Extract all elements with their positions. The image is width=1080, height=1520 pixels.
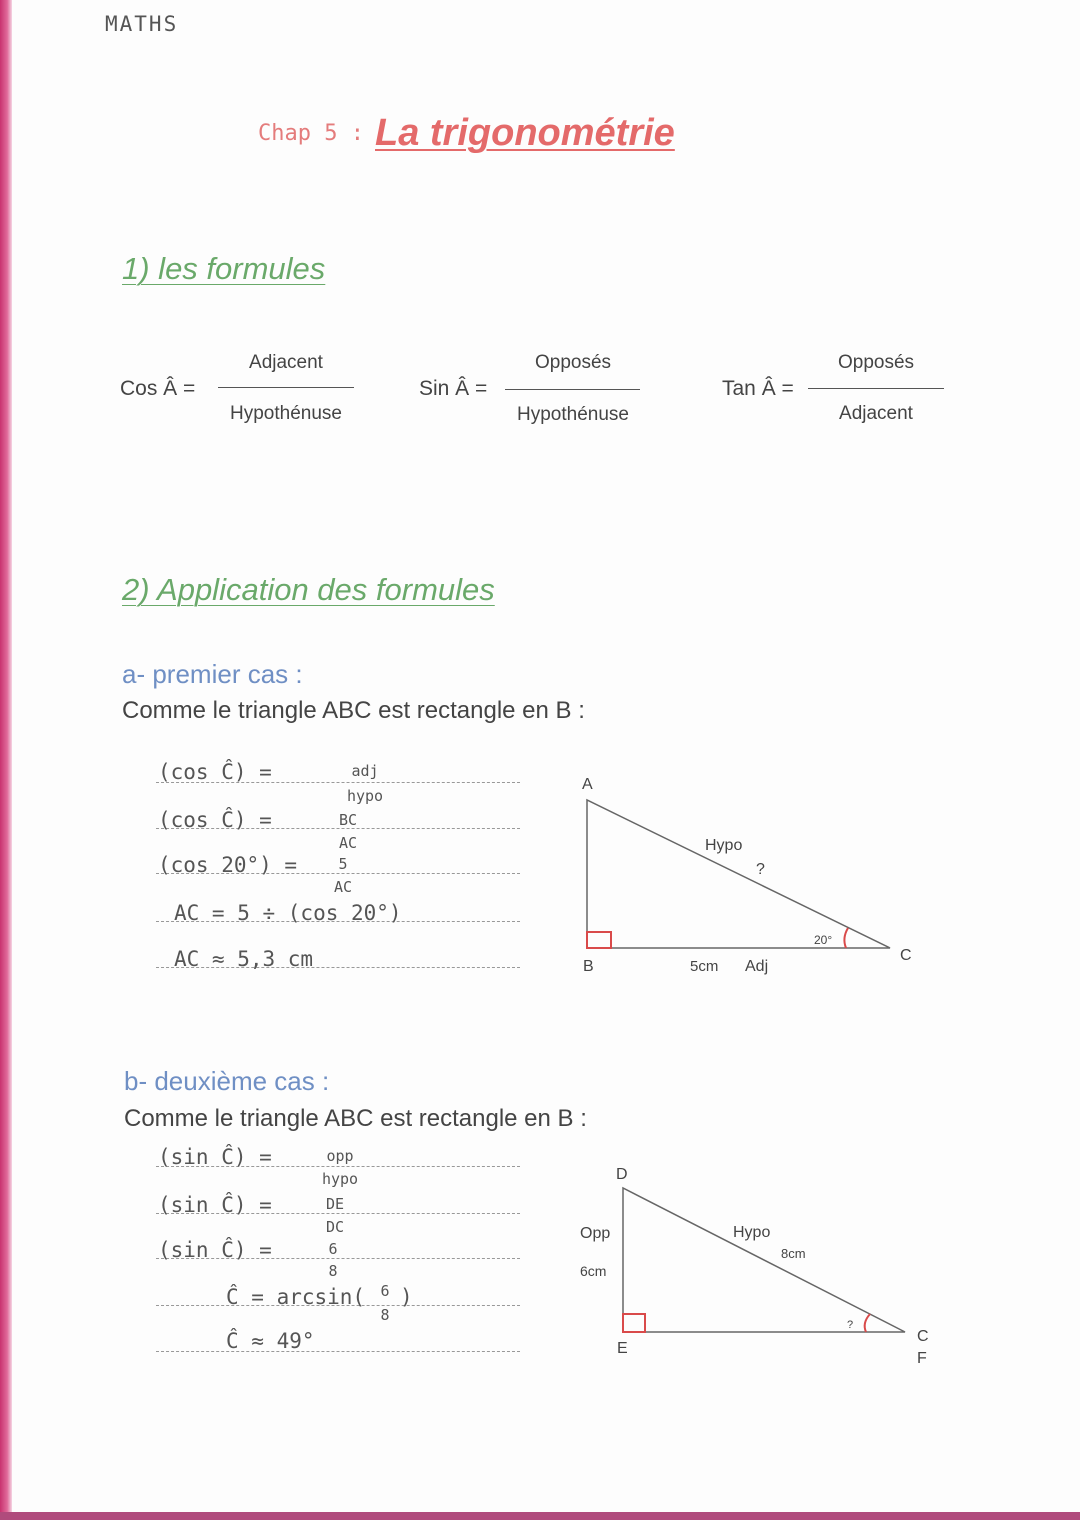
sin-denominator: Hypothénuse xyxy=(517,404,629,425)
adjacent-label: Adj xyxy=(745,958,769,975)
case-a-line-2-num: BC xyxy=(338,811,358,829)
case-b-line-1-den: hypo xyxy=(321,1170,359,1188)
cos-fraction-bar xyxy=(218,387,354,388)
right-angle-marker xyxy=(587,932,611,948)
case-a-statement: Comme le triangle ABC est rectangle en B : xyxy=(122,697,585,724)
triangle-dec xyxy=(623,1188,905,1332)
case-a-triangle-figure xyxy=(560,760,940,990)
case-a-title: a- premier cas : xyxy=(122,659,303,689)
sin-formula-name: Sin Â = xyxy=(419,377,488,400)
case-b-title: b- deuxième cas : xyxy=(124,1066,330,1096)
case-a-line-3-left: (cos 20°) = xyxy=(158,853,298,877)
case-b-line-4-num: 6 xyxy=(380,1282,390,1300)
sin-fraction-bar xyxy=(505,389,640,390)
chapter-label: Chap 5 : xyxy=(258,121,364,146)
tan-numerator: Opposés xyxy=(837,352,915,373)
vertex-c-label: C xyxy=(917,1328,929,1345)
triangle-abc xyxy=(587,800,890,948)
case-b-line-2-num: DE xyxy=(325,1195,345,1213)
vertex-b-label: B xyxy=(583,958,594,975)
ruled-line xyxy=(156,1351,520,1352)
angle-value-label: 20° xyxy=(814,933,833,947)
case-b-line-1-num: opp xyxy=(326,1147,354,1165)
angle-arc xyxy=(865,1314,870,1332)
page-title: La trigonométrie xyxy=(375,112,675,154)
tan-denominator: Adjacent xyxy=(839,403,913,424)
cos-denominator: Hypothénuse xyxy=(230,403,342,424)
case-a-line-4: AC = 5 ÷ (cos 20°) xyxy=(174,901,402,925)
side-length-label: 6cm xyxy=(580,1263,607,1279)
case-b-statement: Comme le triangle ABC est rectangle en B : xyxy=(124,1105,587,1132)
case-b-line-3-left: (sin Ĉ) = xyxy=(158,1238,272,1262)
vertex-a-label: A xyxy=(582,776,593,793)
right-angle-marker xyxy=(623,1314,645,1332)
angle-arc xyxy=(844,928,848,948)
unknown-label: ? xyxy=(756,861,765,878)
case-a-line-2-den: AC xyxy=(338,834,358,852)
tan-fraction-bar xyxy=(808,388,944,389)
case-a-line-3-num: 5 xyxy=(338,855,348,873)
case-a-line-2-left: (cos Ĉ) = xyxy=(158,808,272,832)
case-b-triangle-figure xyxy=(560,1150,950,1380)
unknown-angle-label: ? xyxy=(847,1319,854,1331)
case-b-line-4-left: Ĉ = arcsin( xyxy=(226,1285,366,1309)
page-binding-edge xyxy=(0,0,12,1520)
case-b-line-4-den: 8 xyxy=(380,1306,390,1324)
case-a-line-5: AC ≈ 5,3 cm xyxy=(174,947,314,971)
side-length-label: 5cm xyxy=(690,958,719,975)
cos-formula-name: Cos Â = xyxy=(120,377,196,400)
hypotenuse-label: Hypo xyxy=(705,837,743,854)
case-a-line-3-den: AC xyxy=(333,878,353,896)
page-bottom-edge xyxy=(0,1512,1080,1520)
section-formulas-title: 1) les formules xyxy=(122,251,326,286)
vertex-f-label: F xyxy=(917,1350,927,1367)
hypotenuse-length-label: 8cm xyxy=(781,1246,806,1261)
section-application-title: 2) Application des formules xyxy=(122,572,495,607)
case-b-line-2-left: (sin Ĉ) = xyxy=(158,1193,272,1217)
case-b-line-2-den: DC xyxy=(325,1218,345,1236)
case-b-line-3-den: 8 xyxy=(328,1262,338,1280)
sin-numerator: Opposés xyxy=(534,352,612,373)
tan-formula-name: Tan Â = xyxy=(722,377,794,400)
opposite-label: Opp xyxy=(580,1225,611,1242)
case-b-line-5: Ĉ ≈ 49° xyxy=(226,1329,315,1353)
vertex-c-label: C xyxy=(900,947,912,964)
subject-label: MATHS xyxy=(105,12,179,36)
case-a-line-1-num: adj xyxy=(351,762,379,780)
vertex-d-label: D xyxy=(616,1166,628,1183)
vertex-e-label: E xyxy=(617,1340,628,1357)
cos-numerator: Adjacent xyxy=(249,352,323,373)
case-b-line-3-num: 6 xyxy=(328,1240,338,1258)
hypotenuse-label: Hypo xyxy=(733,1224,771,1241)
case-b-line-4-right: ) xyxy=(400,1285,413,1309)
case-a-line-1-left: (cos Ĉ) = xyxy=(158,760,272,784)
case-a-line-1-den: hypo xyxy=(346,787,384,805)
case-b-line-1-left: (sin Ĉ) = xyxy=(158,1145,272,1169)
